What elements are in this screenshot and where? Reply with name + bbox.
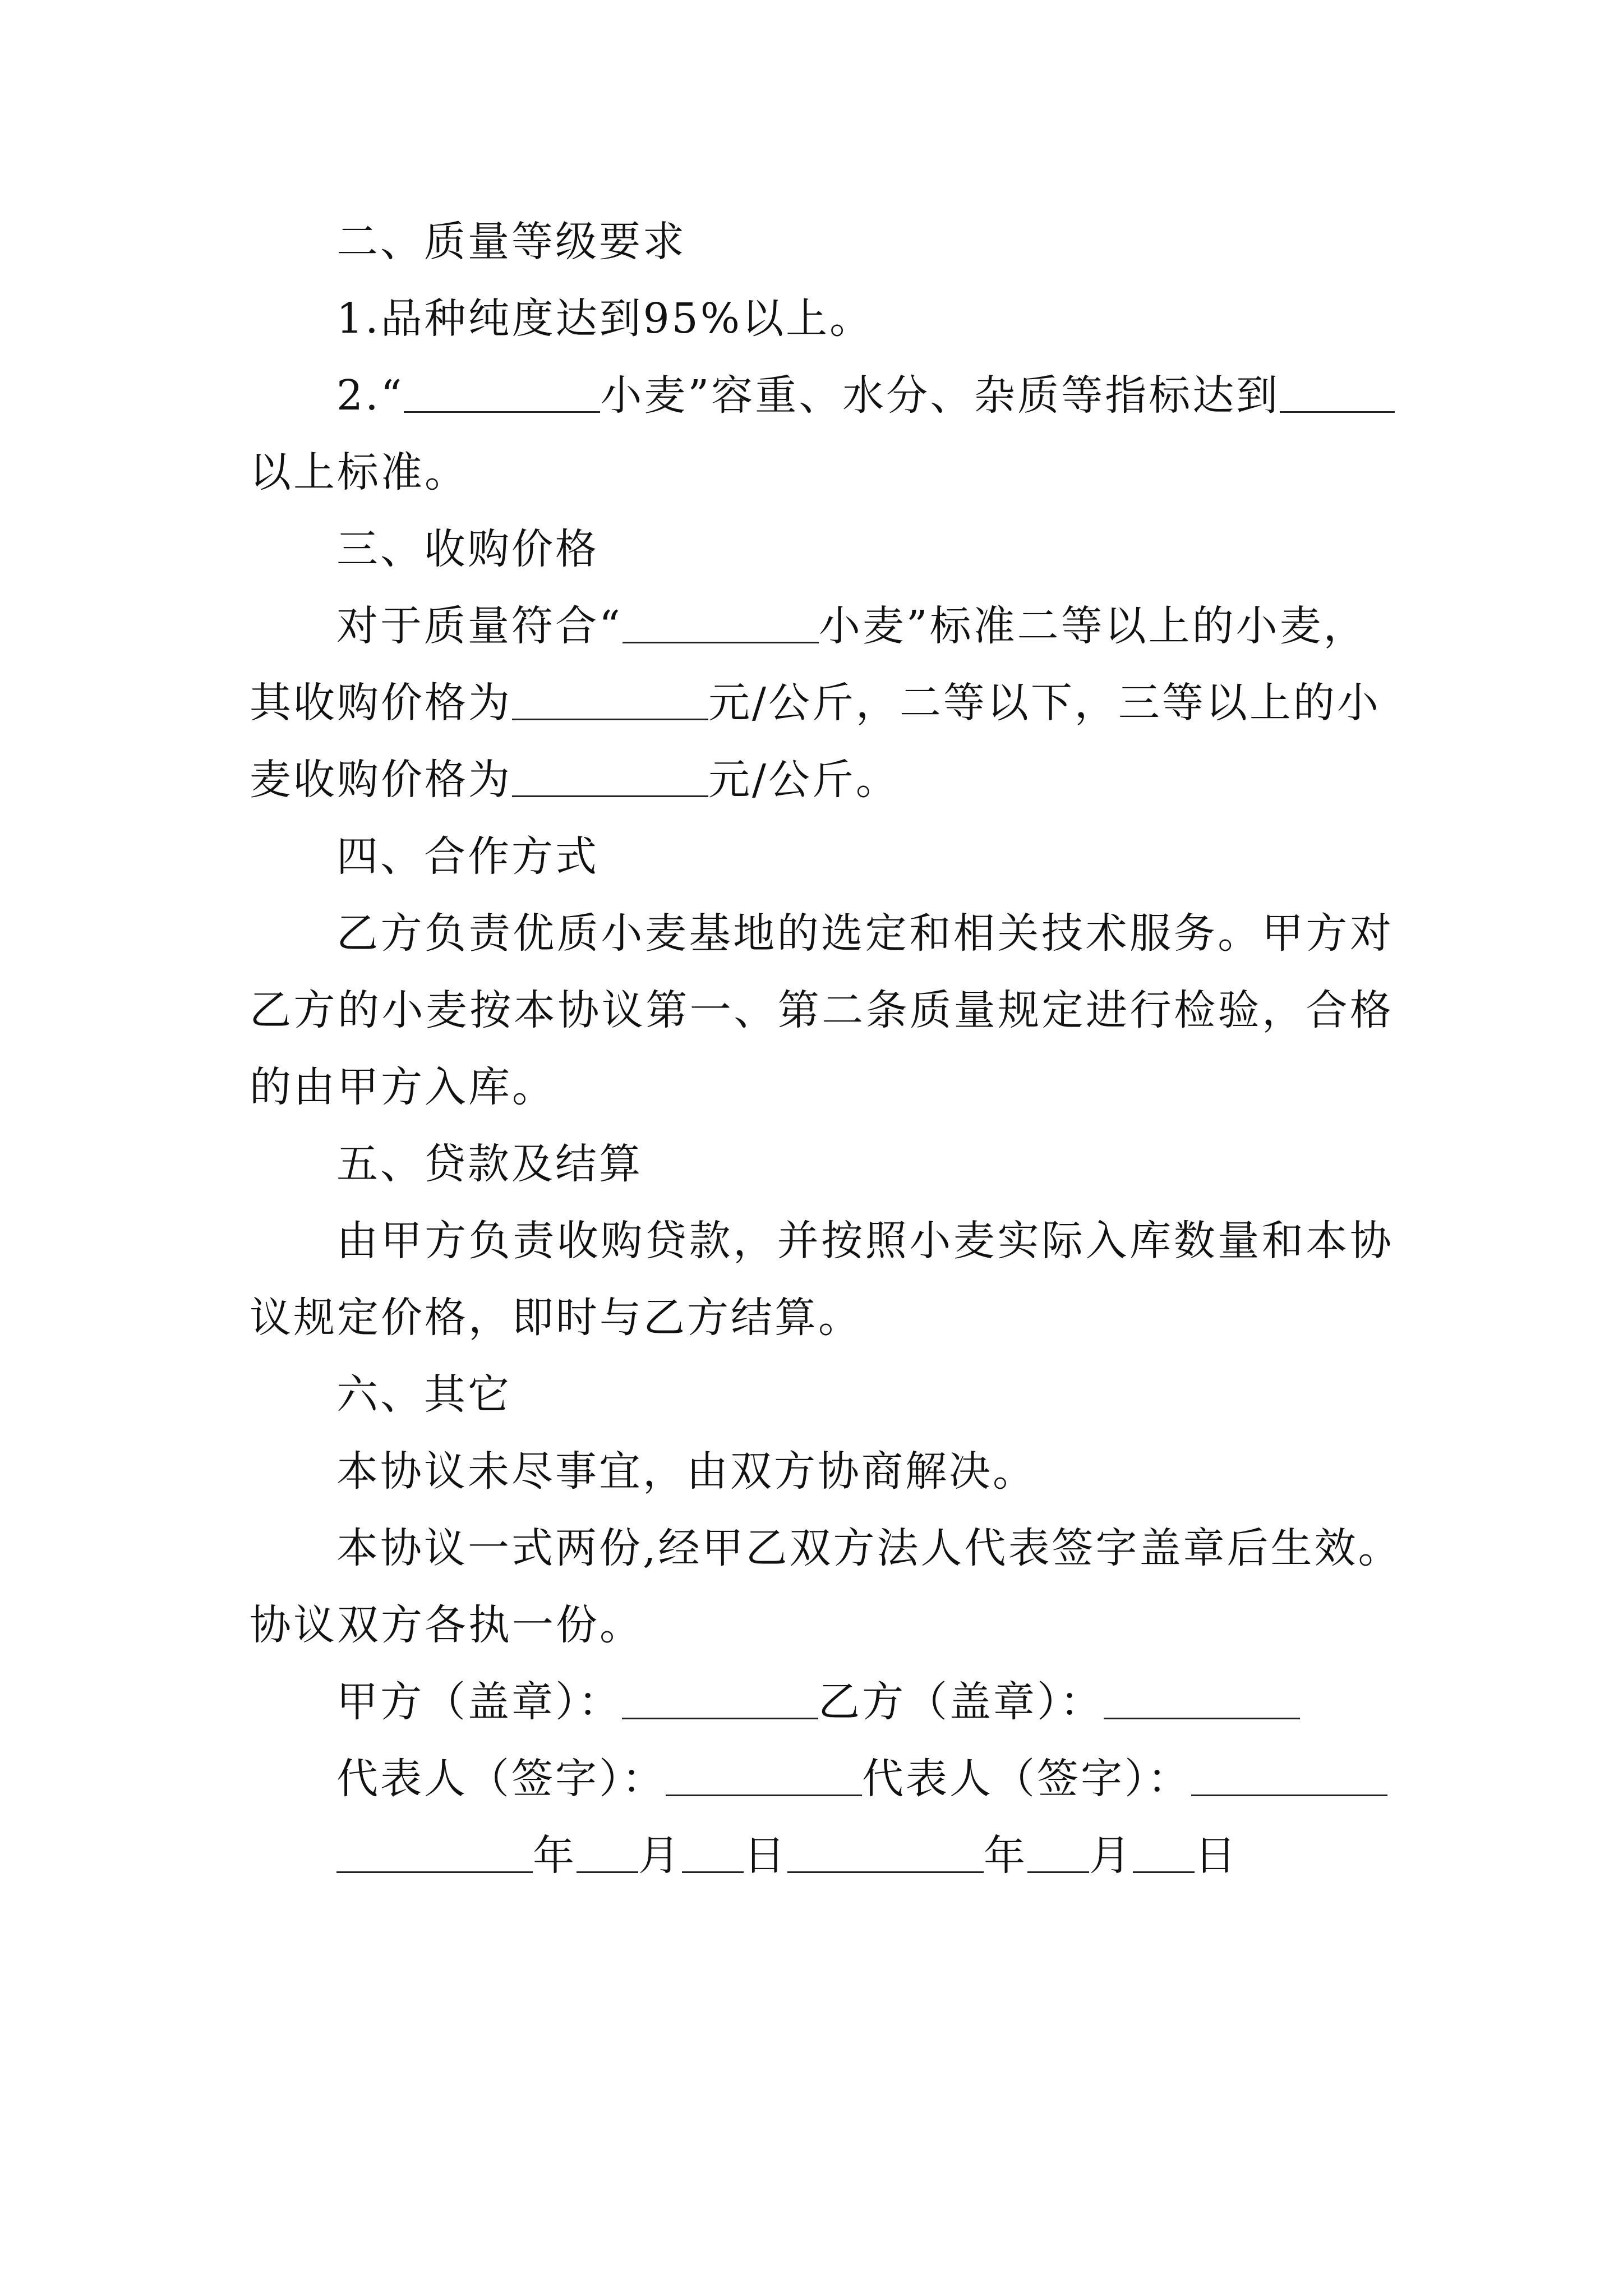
day-label: 日 [744,1832,787,1880]
section-4-para-line-1: 乙方负责优质小麦基地的选定和相关技术服务。甲方对 [336,909,1394,958]
party-b-day-blank[interactable] [1133,1832,1195,1873]
para-text: 麦收购价格为 [250,756,512,804]
rep-b-sign-blank[interactable] [1191,1755,1387,1796]
section-3-para-line-1 [336,588,1394,665]
wheat-standard-blank[interactable] [623,602,819,643]
section-6-title: 六、其它 [336,1370,511,1419]
section-5-para-line-1: 由甲方负责收购贷款，并按照小麦实际入库数量和本协 [336,1217,1394,1265]
section-2-item-2 [336,357,1394,434]
section-5-para-line-2: 议规定价格，即时与乙方结算。 [250,1294,862,1342]
section-4-para-line-3: 的由甲方入库。 [250,1063,556,1111]
rep-a-sign-label: 代表人（签字）： [336,1755,666,1803]
wheat-variety-blank[interactable] [404,372,600,413]
party-a-month-blank[interactable] [577,1832,638,1873]
section-6-para-1: 本协议未尽事宜，由双方协商解决。 [336,1447,1036,1496]
section-4-para-line-2: 乙方的小麦按本协议第一、第二条质量规定进行检验，合格 [250,986,1394,1034]
signature-seal-line [336,1664,1394,1741]
standard-grade-blank[interactable] [1280,372,1395,413]
party-b-year-blank[interactable] [787,1832,984,1873]
price-grade-3-blank[interactable] [512,756,708,797]
para-text: 元/公斤。 [708,756,900,804]
party-a-year-blank[interactable] [336,1832,533,1873]
party-b-month-blank[interactable] [1027,1832,1089,1873]
year-label: 年 [984,1832,1027,1880]
para-text: 元/公斤，二等以下，三等以上的小 [708,679,1381,727]
section-2-title: 二、质量等级要求 [336,218,686,266]
section-3-title: 三、收购价格 [336,525,599,573]
signature-date-line [336,1818,1394,1894]
section-2-item-1: 1.品种纯度达到95%以上。 [336,295,874,343]
party-a-seal-label: 甲方（盖章）： [336,1678,622,1726]
day-label: 日 [1195,1832,1238,1880]
section-3-para-line-3 [250,742,1394,818]
party-a-day-blank[interactable] [682,1832,744,1873]
party-a-seal-blank[interactable] [622,1678,818,1719]
month-label: 月 [1089,1832,1133,1880]
signature-rep-line [336,1741,1394,1818]
party-b-seal-label: 乙方（盖章）： [818,1678,1104,1726]
month-label: 月 [638,1832,682,1880]
section-4-title: 四、合作方式 [336,832,599,881]
section-2-item-2-cont: 以上标准。 [250,448,468,496]
item-2-prefix: 2.“ [336,371,404,420]
para-text: 对于质量符合“ [336,602,623,650]
section-6-para-2-line-1: 本协议一式两份,经甲乙双方法人代表签字盖章后生效。 [336,1524,1402,1572]
party-b-seal-blank[interactable] [1104,1678,1300,1719]
price-grade-2-blank[interactable] [512,679,708,720]
section-3-para-line-2 [250,665,1394,742]
year-label: 年 [533,1832,577,1880]
para-text: 小麦”标准二等以上的小麦， [818,602,1367,650]
section-5-title: 五、贷款及结算 [336,1140,643,1188]
item-2-text: 小麦”容重、水分、杂质等指标达到 [600,371,1280,420]
para-text: 其收购价格为 [250,679,512,727]
section-6-para-2-line-2: 协议双方各执一份。 [250,1601,643,1649]
rep-b-sign-label: 代表人（签字）： [862,1755,1191,1803]
rep-a-sign-blank[interactable] [666,1755,862,1796]
